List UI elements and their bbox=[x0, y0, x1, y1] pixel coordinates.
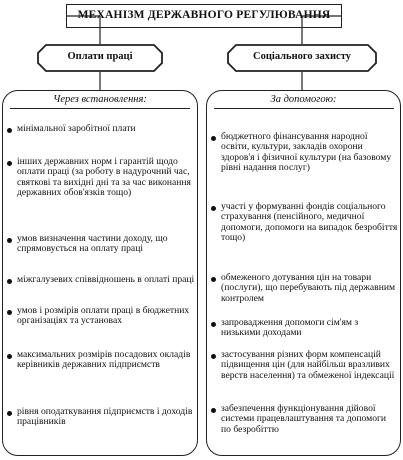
list-item: участі у формуванні фондів соціального страхування (пенсійного, медичної допомоги, допомоги на випадок безробіття тощо) bbox=[211, 202, 398, 243]
list-item: застосування різних форм компенсацій підвищення цін (для найбільш вразливих верств населення) та обмеженої індексації bbox=[211, 350, 398, 381]
bullet-icon bbox=[211, 354, 216, 359]
list-item: мінімальної заробітної плати bbox=[7, 124, 196, 134]
list-item: рівня оподаткування підприємств і доходів працівників bbox=[7, 407, 196, 428]
panel-labor-pay bbox=[2, 90, 198, 456]
bullet-icon bbox=[211, 322, 216, 327]
header-divider bbox=[214, 108, 394, 109]
bullet-icon bbox=[211, 136, 216, 141]
list-item: умов визначення частини доходу, що спрямовується на оплату праці bbox=[7, 234, 196, 255]
node-social-protection bbox=[227, 44, 377, 72]
list-item: запровадження допомоги сім'ям з низькими доходами bbox=[211, 318, 398, 339]
bullet-icon bbox=[211, 277, 216, 282]
list-item: міжгалузевих співвідношень в оплаті праці bbox=[7, 275, 196, 285]
bullet-icon bbox=[7, 238, 12, 243]
list-item: забезпечення функціонування дійової системи працевлаштування та допомоги по безробіттю bbox=[211, 404, 398, 435]
bullet-icon bbox=[7, 161, 12, 166]
header-divider bbox=[10, 108, 190, 109]
list-item: бюджетного фінансування народної освіти, культури, закладів охорони здоров'я і фізичної культури (на базовому рівні надання послуг) bbox=[211, 132, 398, 173]
list-item: обмеженого дотування цін на товари (послуги), що перебувають під державним контролем bbox=[211, 273, 398, 304]
bullet-icon bbox=[7, 354, 12, 359]
bullet-icon bbox=[7, 310, 12, 315]
bullet-icon bbox=[7, 279, 12, 284]
bullet-icon bbox=[211, 206, 216, 211]
panel-header-left: Через встановлення: bbox=[53, 94, 147, 105]
list-item: інших державних норм і гарантій щодо оплати праці (за роботу в надурочний час, святкові та вихідні дні та за час виконання державних обов'язків тощо) bbox=[7, 157, 196, 198]
list-item: умов і розмірів оплати праці в бюджетних організаціях та установах bbox=[7, 306, 196, 327]
list-item: максимальних розмірів посадових окладів керівників державних підприємств bbox=[7, 350, 196, 371]
node-labor-pay bbox=[37, 44, 163, 72]
node-social-protection-label: Соціального захисту bbox=[253, 51, 351, 62]
bullet-icon bbox=[211, 408, 216, 413]
node-labor-pay-label: Оплати праці bbox=[67, 51, 133, 62]
bullet-icon bbox=[7, 411, 12, 416]
bullet-icon bbox=[7, 128, 12, 133]
diagram-title: МЕХАНІЗМ ДЕРЖАВНОГО РЕГУЛЮВАННЯ bbox=[66, 4, 342, 28]
panel-header-right: За допомогою: bbox=[270, 94, 337, 105]
